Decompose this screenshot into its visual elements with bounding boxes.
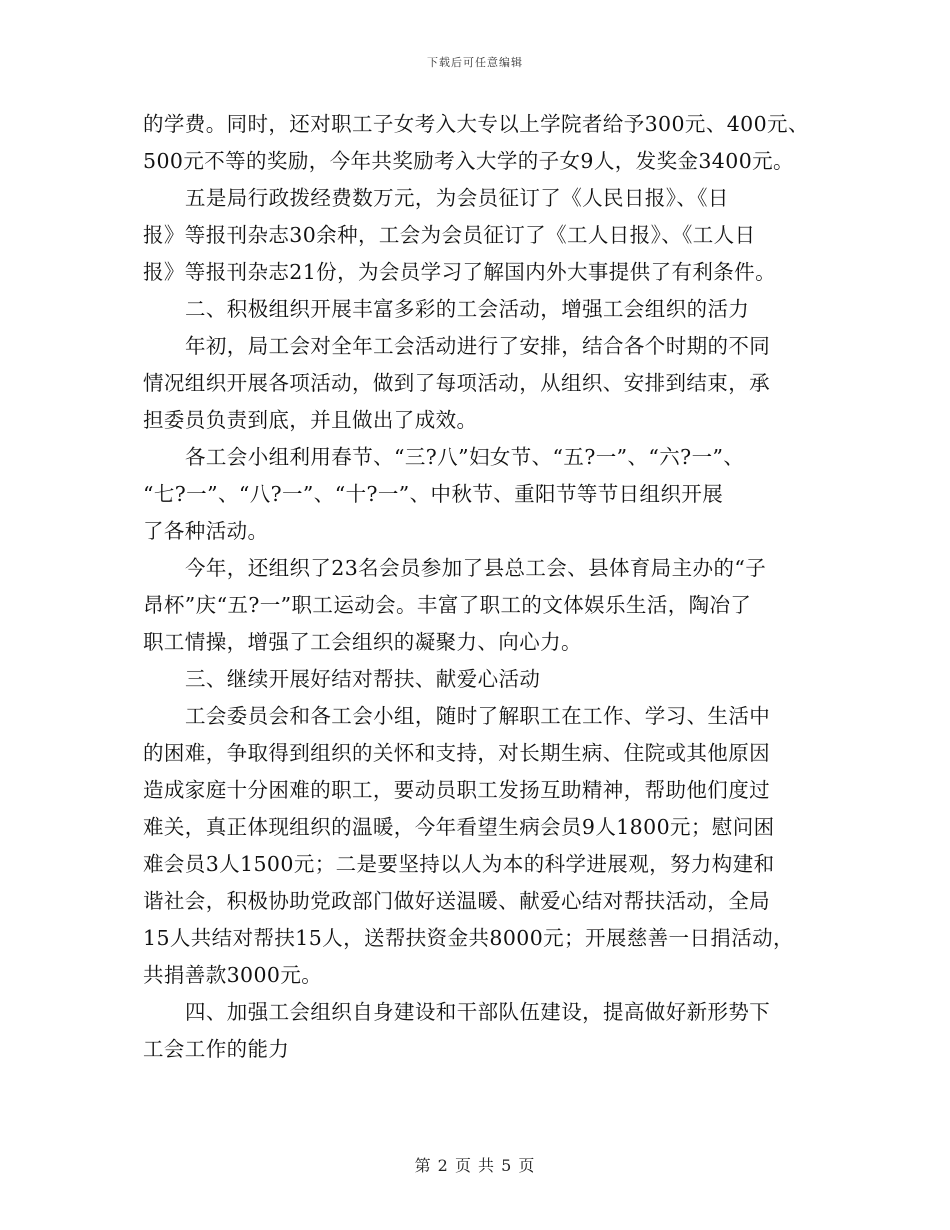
text-line: 谐社会，积极协助党政部门做好送温暖、献爱心结对帮扶活动，全局	[143, 889, 770, 913]
text-line: 工会工作的能力	[143, 1037, 290, 1061]
text-line: 难关，真正体现组织的温暖，今年看望生病会员9人1800元；慰问困	[143, 815, 775, 839]
page-header: 下载后可任意编辑	[427, 56, 523, 69]
text-line: 年初，局工会对全年工会活动进行了安排，结合各个时期的不同	[185, 334, 771, 358]
text-line: 15人共结对帮扶15人，送帮扶资金共8000元；开展慈善一日捐活动，	[143, 926, 794, 950]
text-line: 的学费。同时，还对职工子女考入大专以上学院者给予300元、400元、	[143, 112, 809, 136]
document-body	[143, 106, 808, 1068]
text-line: 报》等报刊杂志30余种，工会为会员征订了《工人日报》、《工人日	[143, 223, 756, 247]
page-footer: 第 2 页 共 5 页	[414, 1156, 536, 1175]
text-line: 三、继续开展好结对帮扶、献爱心活动	[185, 667, 541, 691]
text-line: 工会委员会和各工会小组，随时了解职工在工作、学习、生活中	[185, 704, 771, 728]
text-line: 五是局行政拨经费数万元，为会员征订了《人民日报》、《日	[185, 186, 729, 210]
text-line: 难会员3人1500元；二是要坚持以人为本的科学进展观，努力构建和	[143, 852, 775, 876]
text-line: 今年，还组织了23名会员参加了县总工会、县体育局主办的“子	[185, 556, 767, 580]
text-line: 各工会小组利用春节、“三?八”妇女节、“五?一”、“六?一”、	[185, 445, 745, 469]
text-line: 职工情操，增强了工会组织的凝聚力、向心力。	[143, 630, 582, 654]
text-line: 共捐善款3000元。	[143, 963, 323, 987]
text-line: 500元不等的奖励，今年共奖励考入大学的子女9人，发奖金3400元。	[143, 149, 794, 173]
text-line: 四、加强工会组织自身建设和干部队伍建设，提高做好新形势下	[185, 1000, 771, 1024]
text-line: 报》等报刊杂志21份，为会员学习了解国内外大事提供了有利条件。	[143, 260, 776, 284]
text-line: 昂杯”庆“五?一”职工运动会。丰富了职工的文体娱乐生活，陶冶了	[143, 593, 752, 617]
text-line: 了各种活动。	[143, 519, 269, 543]
text-line: 担委员负责到底，并且做出了成效。	[143, 408, 478, 432]
text-line: “七?一”、“八?一”、“十?一”、中秋节、重阳节等节日组织开展	[143, 482, 724, 506]
text-line: 造成家庭十分困难的职工，要动员职工发扬互助精神，帮助他们度过	[143, 778, 770, 802]
text-line: 情况组织开展各项活动，做到了每项活动，从组织、安排到结束，承	[143, 371, 770, 395]
text-line: 二、积极组织开展丰富多彩的工会活动，增强工会组织的活力	[185, 297, 750, 321]
text-line: 的困难，争取得到组织的关怀和支持，对长期生病、住院或其他原因	[143, 741, 770, 765]
